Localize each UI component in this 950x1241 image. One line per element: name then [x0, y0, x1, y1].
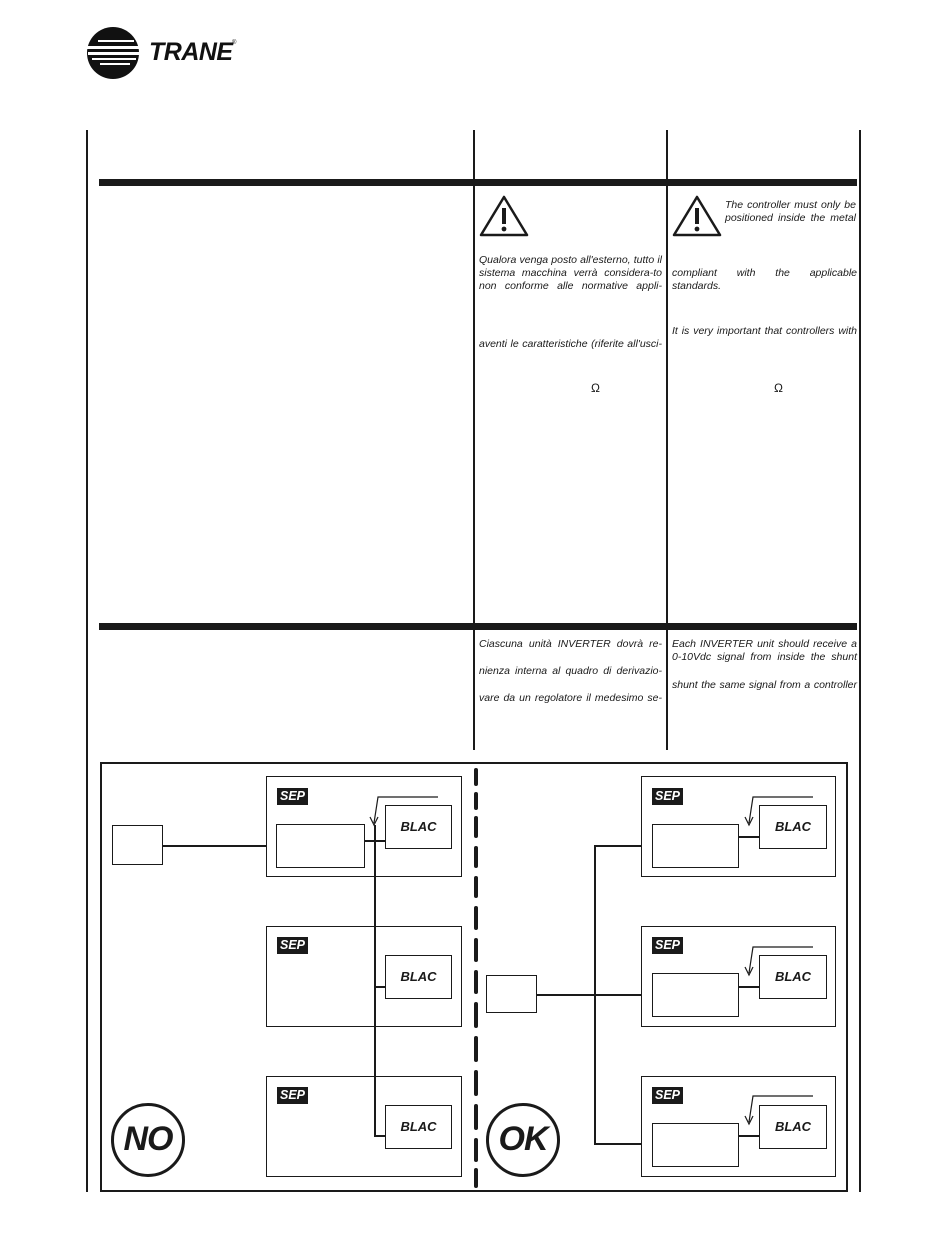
signal-wire: [374, 986, 385, 988]
blac-box: BLAC: [759, 955, 827, 999]
inverter-box: [652, 1123, 739, 1167]
blac-box: BLAC: [759, 805, 827, 849]
diagram-divider: [474, 1138, 478, 1162]
potentiometer-arrow: [743, 1094, 815, 1128]
sep-label: SEP: [651, 936, 684, 955]
omega-symbol: Ω: [774, 381, 783, 395]
potentiometer-arrow: [368, 795, 440, 829]
diagram-divider: [474, 1070, 478, 1096]
blac-box: BLAC: [385, 1105, 452, 1149]
section-bar-top: [99, 179, 857, 186]
diagram-divider: [474, 938, 478, 962]
ok-badge: OK: [486, 1103, 560, 1177]
section-bar-middle: [99, 623, 857, 630]
diagram-divider: [474, 1002, 478, 1028]
sep-label: SEP: [276, 936, 309, 955]
paragraph-en-4: shunt the same signal from a controller: [672, 679, 857, 691]
controller-box: [112, 825, 163, 865]
inverter-box: [276, 824, 365, 868]
sep-label: SEP: [651, 1086, 684, 1105]
inverter-box: [652, 824, 739, 868]
warning-icon: [479, 195, 529, 237]
signal-wire: [739, 836, 759, 838]
paragraph-it-1: Qualora venga posto all'esterno, tutto il sistema macchina verrà considera-to non conforme alle normative appli-: [479, 254, 662, 292]
no-badge: NO: [111, 1103, 185, 1177]
blac-box: BLAC: [385, 805, 452, 849]
column-rule-1: [473, 130, 475, 750]
warning-text-en: The controller must only be positioned inside the metal: [725, 199, 856, 224]
paragraph-en-3: Each INVERTER unit should receive a 0-10Vdc signal from inside the shunt: [672, 638, 857, 663]
diagram-divider: [474, 970, 478, 994]
signal-wire: [374, 1135, 385, 1137]
diagram-divider: [474, 1168, 478, 1188]
signal-wire: [739, 1135, 759, 1137]
blac-box: BLAC: [385, 955, 452, 999]
signal-wire: [594, 845, 596, 1145]
paragraph-it-3: Ciascuna unità INVERTER dovrà re-: [479, 638, 662, 650]
controller-box: [486, 975, 537, 1013]
diagram-divider: [474, 792, 478, 810]
omega-symbol: Ω: [591, 381, 600, 395]
diagram-divider: [474, 906, 478, 930]
sep-label: SEP: [651, 787, 684, 806]
right-margin-rule: [859, 130, 861, 1192]
diagram-divider: [474, 1104, 478, 1130]
diagram-divider: [474, 876, 478, 898]
brand-name: TRANE: [149, 38, 233, 66]
diagram-divider: [474, 846, 478, 868]
warning-icon: [672, 195, 722, 237]
blac-box: BLAC: [759, 1105, 827, 1149]
diagram-divider: [474, 768, 478, 786]
left-margin-rule: [86, 130, 88, 1192]
paragraph-en-1: compliant with the applicable standards.: [672, 267, 857, 292]
signal-wire: [739, 986, 759, 988]
trademark: ®: [232, 40, 237, 46]
signal-wire: [374, 825, 376, 1137]
column-rule-2: [666, 130, 668, 750]
sep-label: SEP: [276, 1086, 309, 1105]
paragraph-it-4: nienza interna al quadro di derivazio-: [479, 665, 662, 677]
diagram-divider: [474, 816, 478, 838]
sep-label: SEP: [276, 787, 309, 806]
trane-logo-icon: [86, 26, 142, 80]
potentiometer-arrow: [743, 795, 815, 829]
potentiometer-arrow: [743, 945, 815, 979]
signal-wire: [163, 845, 276, 847]
paragraph-it-5: vare da un regolatore il medesimo se-: [479, 692, 662, 704]
inverter-box: [652, 973, 739, 1017]
paragraph-it-2: aventi le caratteristiche (riferite all'usci-: [479, 338, 662, 350]
diagram-divider: [474, 1036, 478, 1062]
paragraph-en-2: It is very important that controllers with: [672, 325, 857, 337]
